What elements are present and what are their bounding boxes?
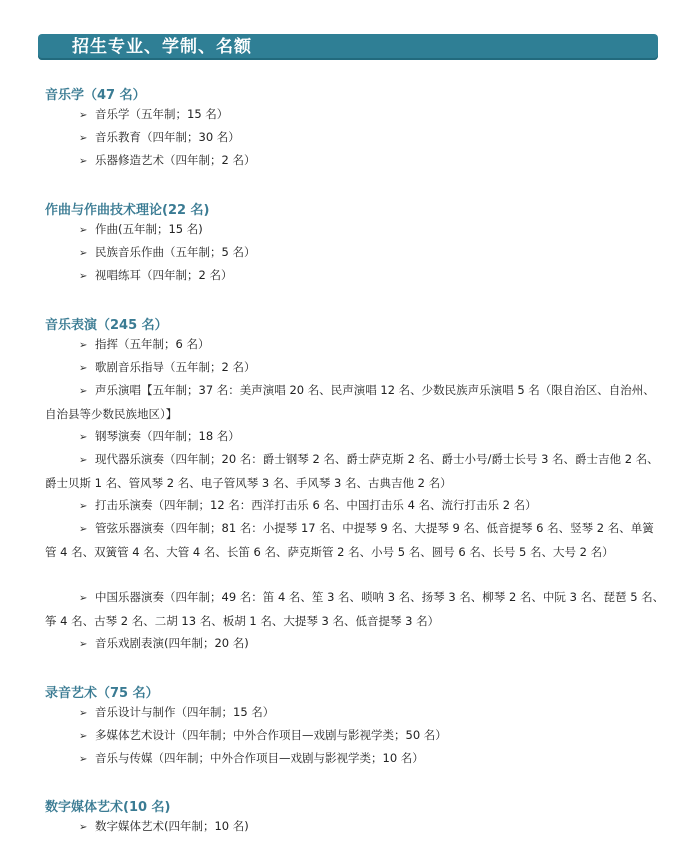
section-title: 音乐学（47 名）: [45, 88, 146, 103]
list-item: ➢ 乐器修造艺术（四年制；2 名）: [45, 149, 665, 173]
list-item: ➢ 音乐与传媒（四年制；中外合作项目—戏剧与影视学类；10 名）: [45, 747, 665, 771]
bullet-arrow-icon: ➢: [79, 455, 88, 466]
bullet-arrow-icon: ➢: [79, 363, 88, 374]
list-item: ➢ 民族音乐作曲（五年制；5 名）: [45, 241, 665, 265]
bullet-arrow-icon: ➢: [79, 340, 88, 351]
list-item: ➢ 音乐教育（四年制；30 名）: [45, 126, 665, 150]
list-item: ➢ 音乐设计与制作（四年制；15 名）: [45, 701, 665, 725]
list-item: ➢ 多媒体艺术设计（四年制；中外合作项目—戏剧与影视学类；50 名）: [45, 724, 665, 748]
bullet-arrow-icon: ➢: [79, 133, 88, 144]
list-item: ➢ 管弦乐器演奏（四年制；81 名：小提琴 17 名、中提琴 9 名、大提琴 9 名、低音提琴 6 名、竖琴 2 名、单簧管 4 名、双簧管 4 名、大管 4 名、长笛 6 名、萨克斯管 2 名、小号 5 名、圆号 6 名、长号 5 名、大号 2 名）: [45, 517, 665, 564]
list-item: ➢ 音乐学（五年制；15 名）: [45, 103, 665, 127]
section-banner: [38, 34, 658, 60]
bullet-arrow-icon: ➢: [79, 386, 88, 397]
bullet-arrow-icon: ➢: [79, 156, 88, 167]
bullet-arrow-icon: ➢: [79, 248, 88, 259]
bullet-arrow-icon: ➢: [79, 271, 88, 282]
section-title: 数字媒体艺术(10 名): [45, 800, 171, 815]
list-item: ➢ 打击乐演奏（四年制；12 名：西洋打击乐 6 名、中国打击乐 4 名、流行打击乐 2 名）: [45, 494, 665, 518]
list-item: ➢ 指挥（五年制；6 名）: [45, 333, 665, 357]
banner-title: 招生专业、学制、名额: [72, 37, 252, 57]
section-title: 音乐表演（245 名）: [45, 318, 168, 333]
list-item: ➢ 歌剧音乐指导（五年制；2 名）: [45, 356, 665, 380]
bullet-arrow-icon: ➢: [79, 524, 88, 535]
bullet-arrow-icon: ➢: [79, 501, 88, 512]
list-item: ➢ 钢琴演奏（四年制；18 名）: [45, 425, 665, 449]
list-item: ➢ 作曲(五年制；15 名): [45, 218, 665, 242]
bullet-arrow-icon: ➢: [79, 731, 88, 742]
list-item: ➢ 声乐演唱【五年制；37 名：美声演唱 20 名、民声演唱 12 名、少数民族声乐演唱 5 名（限自治区、自治州、自治县等少数民族地区）】: [45, 379, 665, 426]
bullet-arrow-icon: ➢: [79, 822, 88, 833]
bullet-arrow-icon: ➢: [79, 708, 88, 719]
list-item: ➢ 音乐戏剧表演(四年制；20 名): [45, 632, 665, 656]
list-item: ➢ 中国乐器演奏（四年制；49 名：笛 4 名、笙 3 名、唢呐 3 名、扬琴 3 名、柳琴 2 名、中阮 3 名、琵琶 5 名、筝 4 名、古琴 2 名、二胡 13 名、板胡 1 名、大提琴 3 名、低音提琴 3 名）: [45, 586, 665, 633]
bullet-arrow-icon: ➢: [79, 110, 88, 121]
bullet-arrow-icon: ➢: [79, 225, 88, 236]
bullet-arrow-icon: ➢: [79, 754, 88, 765]
section-title: 作曲与作曲技术理论(22 名): [45, 203, 210, 218]
section-title: 录音艺术（75 名）: [45, 686, 159, 701]
list-item: ➢ 现代器乐演奏（四年制；20 名：爵士钢琴 2 名、爵士萨克斯 2 名、爵士小号/爵士长号 3 名、爵士吉他 2 名、爵士贝斯 1 名、管风琴 2 名、电子管风琴 3 名、手风琴 3 名、古典吉他 2 名）: [45, 448, 665, 495]
list-item: ➢ 数字媒体艺术(四年制；10 名): [45, 815, 665, 839]
bullet-arrow-icon: ➢: [79, 593, 88, 604]
bullet-arrow-icon: ➢: [79, 639, 88, 650]
bullet-arrow-icon: ➢: [79, 432, 88, 443]
list-item: ➢ 视唱练耳（四年制；2 名）: [45, 264, 665, 288]
